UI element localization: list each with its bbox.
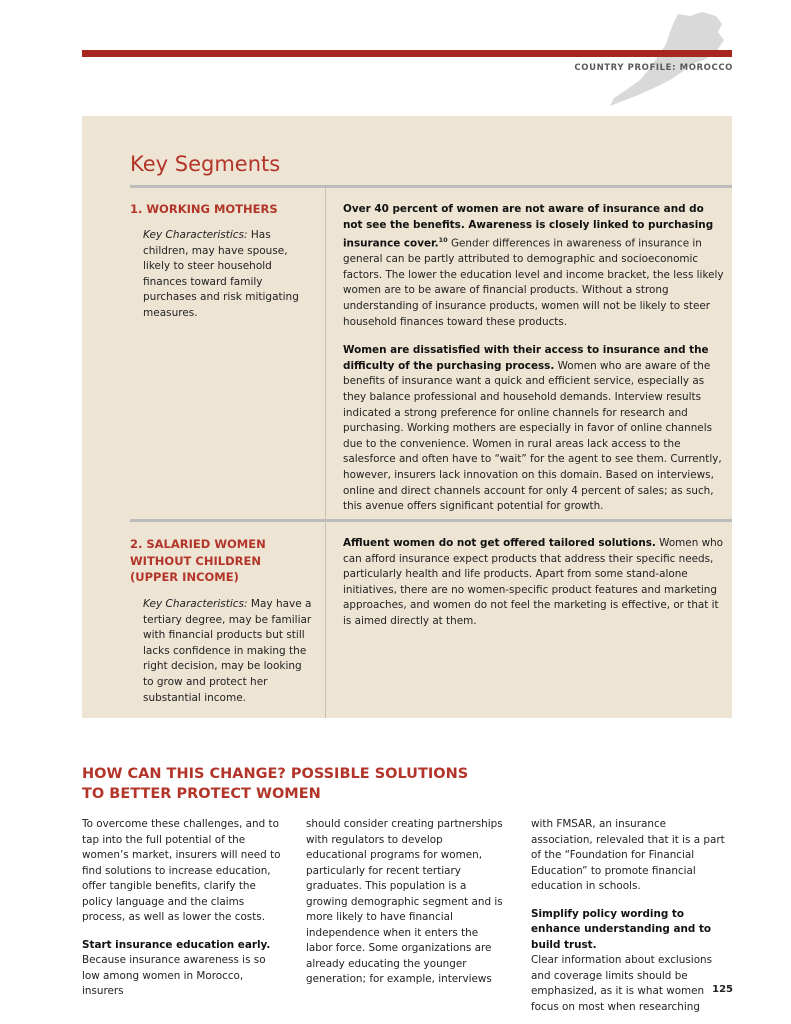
panel-title: Key Segments <box>130 152 281 176</box>
segment-body <box>343 536 725 643</box>
segment-paragraph: Over 40 percent of women are not aware of insurance and do not see the benefits. Awareness is closely linked to purchasing insurance cover.$^{10}$ Gender differences in awareness of insurance in general can be partly attributed to demographic and socioeconomic factors. The lower the education level and income bracket, the less likely women are to be aware of financial products. Without a strong understanding of insurance products, women will not be likely to steer household finances toward these products. <box>343 203 724 328</box>
segment-title: 1. WORKING MOTHERS <box>130 202 278 216</box>
divider <box>130 185 732 188</box>
segment-paragraph: Affluent women do not get offered tailored solutions. Women who can afford insurance expect products that address their specific needs, particularly health and life products. Apart from some stand-alone initiatives, there are no women-specific product features and marketing approaches, and women do not feel the marketing is effective, or that it is aimed directly at them. <box>343 537 724 627</box>
segment-body <box>343 202 725 528</box>
header-accent-bar <box>82 50 732 57</box>
text-column-3 <box>531 817 731 1015</box>
morocco-map-silhouette <box>606 10 726 110</box>
subheading: Simplify policy wording to enhance understanding and to build trust. <box>531 907 712 951</box>
segment-characteristics: Key Characteristics: May have a tertiary degree, may be familiar with financial products but still lacks confidence in making the right decision, may be looking to grow and protect her substantial income. <box>143 598 312 704</box>
subheading: Start insurance education early. <box>82 938 271 951</box>
country-profile-label: COUNTRY PROFILE: MOROCCO <box>574 63 733 73</box>
text-column-2 <box>306 817 506 988</box>
paragraph: should consider creating partnerships with regulators to develop educational programs for women, particularly for recent tertiary graduates. This population is a growing demographic segment and is more likely to have financial independence when it enters the labor force. Some organizations are already educating the younger generation; for example, interviews <box>306 818 503 985</box>
text-column-1 <box>82 817 282 1000</box>
solutions-heading: HOW CAN THIS CHANGE? POSSIBLE SOLUTIONS TO BETTER PROTECT WOMEN <box>82 766 469 802</box>
key-segments-panel <box>82 116 732 718</box>
paragraph: Because insurance awareness is so low among women in Morocco, insurers <box>82 954 266 997</box>
paragraph: Clear information about exclusions and coverage limits should be emphasized, as it is what women focus on most when researching <box>531 954 713 1013</box>
segment-characteristics: Key Characteristics: Has children, may have spouse, likely to steer household finances toward family purchases and risk mitigating measures. <box>143 229 299 319</box>
segment-title: 2. SALARIED WOMEN WITHOUT CHILDREN (UPPER INCOME) <box>130 537 266 584</box>
page-number: 125 <box>712 984 733 995</box>
paragraph: To overcome these challenges, and to tap into the full potential of the women’s market, insurers will need to find solutions to increase education, offer tangible benefits, clarify the policy language and the claims process, as well as lower the costs. <box>82 818 281 923</box>
column-divider <box>325 188 326 718</box>
segment-paragraph: Women are dissatisfied with their access to insurance and the difficulty of the purchasing process. Women who are aware of the benefits of insurance want a quick and efficient service, especially as they balance professional and household demands. Interview results indicated a strong preference for online channels for research and purchasing. Working mothers are especially in favor of online channels due to the convenience. Women in rural areas lack access to the salesforce and often have to “wait” for the agent to see them. Currently, however, insurers lack innovation on this domain. Based on interviews, online and direct channels account for only 4 percent of sales; as such, this avenue offers significant potential for growth. <box>343 344 722 513</box>
paragraph: with FMSAR, an insurance association, relevaled that it is a part of the “Foundation for Financial Education” to promote financial education in schools. <box>531 818 725 892</box>
